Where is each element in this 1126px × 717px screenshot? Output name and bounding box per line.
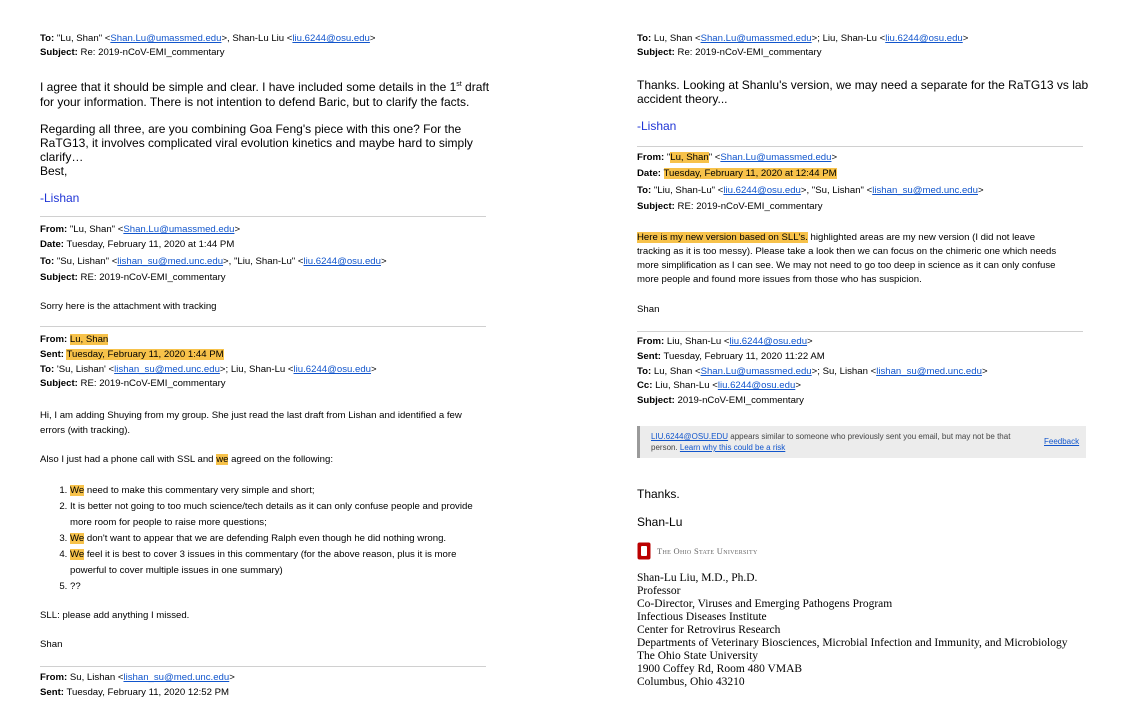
signature-name: -Lishan xyxy=(637,119,677,133)
block-o-icon xyxy=(637,542,651,560)
signature-line: Departments of Veterinary Biosciences, Microbial Infection and Immunity, and Microbiology xyxy=(637,637,1068,649)
message-paragraph: Also I just had a phone call with SSL and we agreed on the following: xyxy=(40,454,333,465)
divider xyxy=(40,216,486,217)
message-paragraph: SLL: please add anything I missed. xyxy=(40,610,190,621)
signature-line: Shan-Lu Liu, M.D., Ph.D. xyxy=(637,572,758,584)
signature-line: Professor xyxy=(637,585,681,597)
email-link[interactable]: lishan_su@med.unc.edu xyxy=(872,185,978,196)
signature-line: The Ohio State University xyxy=(637,650,759,662)
email-sent-line: Sent: Tuesday, February 11, 2020 12:52 PM xyxy=(40,687,229,698)
email-from-line: From: Lu, Shan xyxy=(40,334,109,345)
email-link[interactable]: liu.6244@osu.edu xyxy=(303,256,381,267)
email-subject-line: Subject: 2019-nCoV-EMI_commentary xyxy=(637,395,804,406)
email-to-line: To: 'Su, Lishan' <lishan_su@med.unc.edu>; Liu, Shan-Lu <liu.6244@osu.edu> xyxy=(40,364,377,375)
divider xyxy=(40,326,486,327)
message-paragraph: errors (with tracking). xyxy=(40,425,131,436)
signature-line: Infectious Diseases Institute xyxy=(637,611,767,623)
email-sent-line: Sent: Tuesday, February 11, 2020 11:22 AM xyxy=(637,351,825,362)
highlighted-text: We xyxy=(70,485,85,496)
message-paragraph: I agree that it should be simple and clear. I have included some details in the 1st draft xyxy=(40,80,490,94)
email-date-line: Date: Tuesday, February 11, 2020 at 1:44 PM xyxy=(40,239,235,250)
message-paragraph: clarify… xyxy=(40,150,84,164)
warning-line: person. Learn why this could be a risk xyxy=(651,443,786,452)
email-link[interactable]: Shan.Lu@umassmed.edu xyxy=(110,33,222,44)
message-paragraph: Here is my new version based on SLL's. highlighted areas are my new version (I did not leave xyxy=(637,232,1036,243)
message-paragraph: accident theory... xyxy=(637,92,728,106)
list-item: 5. ?? xyxy=(70,579,480,595)
signature-line: Co-Director, Viruses and Emerging Pathogens Program xyxy=(637,598,893,610)
email-to-line: To: "Su, Lishan" <lishan_su@med.unc.edu>, "Liu, Shan-Lu" <liu.6244@osu.edu> xyxy=(40,256,387,267)
message-paragraph: Regarding all three, are you combining Goa Feng's piece with this one? For the xyxy=(40,122,462,136)
email-to-line: To: Lu, Shan <Shan.Lu@umassmed.edu>; Liu, Shan-Lu <liu.6244@osu.edu> xyxy=(637,33,969,44)
highlighted-text: Lu, Shan xyxy=(670,152,709,163)
message-paragraph: more people and found more issues from those who has suspicion. xyxy=(637,274,922,285)
email-from-line: From: "Lu, Shan" <Shan.Lu@umassmed.edu> xyxy=(637,152,838,163)
signature-name: Shan-Lu xyxy=(637,515,683,529)
email-subject-line: Subject: RE: 2019-nCoV-EMI_commentary xyxy=(40,378,226,389)
highlighted-text: Tuesday, February 11, 2020 1:44 PM xyxy=(66,349,224,360)
email-link[interactable]: Shan.Lu@umassmed.edu xyxy=(700,366,812,377)
email-subject-line: Subject: RE: 2019-nCoV-EMI_commentary xyxy=(40,272,226,283)
highlighted-text: Tuesday, February 11, 2020 at 12:44 PM xyxy=(663,168,837,179)
email-link[interactable]: liu.6244@osu.edu xyxy=(717,380,796,391)
email-link[interactable]: lishan_su@med.unc.edu xyxy=(117,256,224,267)
email-cc-line: Cc: Liu, Shan-Lu <liu.6244@osu.edu> xyxy=(637,380,801,391)
email-link[interactable]: Shan.Lu@umassmed.edu xyxy=(720,152,832,163)
email-to-line: To: Lu, Shan <Shan.Lu@umassmed.edu>; Su, Lishan <lishan_su@med.unc.edu> xyxy=(637,366,988,377)
divider xyxy=(637,331,1083,332)
email-link[interactable]: liu.6244@osu.edu xyxy=(293,364,372,375)
email-from-line: From: Su, Lishan <lishan_su@med.unc.edu> xyxy=(40,672,235,683)
signature-name: Shan xyxy=(637,304,660,315)
feedback-link[interactable]: Feedback xyxy=(1044,437,1080,446)
email-link[interactable]: lishan_su@med.unc.edu xyxy=(123,672,230,683)
warning-line: LIU.6244@OSU.EDU appears similar to someone who previously sent you email, but may not be that xyxy=(651,432,1011,441)
email-to-line: To: "Liu, Shan-Lu" <liu.6244@osu.edu>, "Su, Lishan" <lishan_su@med.unc.edu> xyxy=(637,185,984,196)
email-from-line: From: Liu, Shan-Lu <liu.6244@osu.edu> xyxy=(637,336,813,347)
email-link[interactable]: Shan.Lu@umassmed.edu xyxy=(123,224,235,235)
email-link[interactable]: liu.6244@osu.edu xyxy=(292,33,370,44)
email-subject-line: Subject: Re: 2019-nCoV-EMI_commentary xyxy=(637,47,822,58)
email-subject-line: Subject: Re: 2019-nCoV-EMI_commentary xyxy=(40,47,225,58)
highlighted-text: We xyxy=(70,549,85,560)
highlighted-text: We xyxy=(70,533,85,544)
highlighted-text: we xyxy=(216,454,229,465)
email-link[interactable]: lishan_su@med.unc.edu xyxy=(114,364,220,375)
email-link[interactable]: liu.6244@osu.edu xyxy=(885,33,963,44)
message-closing: Best, xyxy=(40,164,68,178)
highlighted-text: Lu, Shan xyxy=(69,334,109,345)
highlighted-text: Here is my new version based on SLL's. xyxy=(637,232,808,243)
email-to-line: To: "Lu, Shan" <Shan.Lu@umassmed.edu>, Shan-Lu Liu <liu.6244@osu.edu> xyxy=(40,33,376,44)
list-item: 4. We feel it is best to cover 3 issues in this commentary (for the above reason, plus it is more powerful to cover multiple issues in one summary) xyxy=(70,547,480,579)
message-paragraph: Sorry here is the attachment with tracking xyxy=(40,301,217,312)
email-subject-line: Subject: RE: 2019-nCoV-EMI_commentary xyxy=(637,201,823,212)
signature-line: Center for Retrovirus Research xyxy=(637,624,781,636)
message-paragraph: Hi, I am adding Shuying from my group. She just read the last draft from Lishan and identified a few xyxy=(40,410,462,421)
message-paragraph: more simplification as I can see. We may not need to go too deep in science as it can only confuse xyxy=(637,260,1056,271)
divider xyxy=(40,666,486,667)
email-sent-line: Sent: Tuesday, February 11, 2020 1:44 PM xyxy=(40,349,224,360)
divider xyxy=(637,146,1083,147)
message-paragraph: RaTG13, it involves complicated viral evolution kinetics and maybe hard to simply xyxy=(40,136,473,150)
sender-warning-banner xyxy=(637,426,1086,458)
message-paragraph: Thanks. xyxy=(637,487,680,501)
message-paragraph: Thanks. Looking at Shanlu's version, we may need a separate for the RaTG13 vs lab xyxy=(637,78,1089,92)
list-item: 3. We don't want to appear that we are defending Ralph even though he did nothing wrong. xyxy=(70,531,480,547)
message-paragraph: for your information. There is not intention to defend Baric, but to clarify the facts. xyxy=(40,95,470,109)
signature-line: 1900 Coffey Rd, Room 480 VMAB xyxy=(637,663,803,675)
list-item: 2. It is better not going to too much science/tech details as it can only confuse people and provide more room for people to raise more questions; xyxy=(70,499,480,531)
signature-line: Columbus, Ohio 43210 xyxy=(637,676,745,688)
email-link[interactable]: Shan.Lu@umassmed.edu xyxy=(700,33,812,44)
learn-more-link[interactable]: Learn why this could be a risk xyxy=(679,443,786,452)
warning-sender-link[interactable]: LIU.6244@OSU.EDU xyxy=(651,432,729,441)
logo-wordmark: The Ohio State University xyxy=(657,546,758,556)
email-from-line: From: "Lu, Shan" <Shan.Lu@umassmed.edu> xyxy=(40,224,241,235)
numbered-list xyxy=(40,483,480,595)
email-link[interactable]: liu.6244@osu.edu xyxy=(729,336,808,347)
signature-name: -Lishan xyxy=(40,191,80,205)
email-date-line: Date: Tuesday, February 11, 2020 at 12:44 PM xyxy=(637,168,837,179)
list-item: 1. We need to make this commentary very simple and short; xyxy=(70,483,480,499)
signature-name: Shan xyxy=(40,639,63,650)
message-paragraph: tracking as it is too messy). Please take a look then we can focus on the chimeric one which needs xyxy=(637,246,1057,257)
email-link[interactable]: liu.6244@osu.edu xyxy=(723,185,801,196)
email-link[interactable]: lishan_su@med.unc.edu xyxy=(876,366,982,377)
